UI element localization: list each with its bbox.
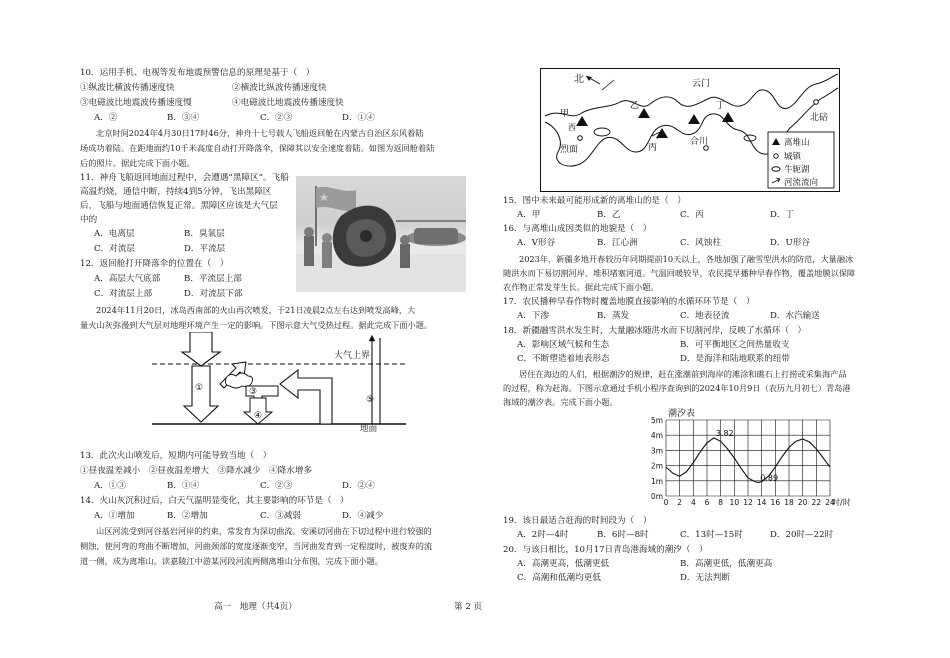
passage-tide-line-2: 的过程，称为赶海。下图示意通过手机小程序查询到的2024年10月9日（农历九月初七）青岛港 — [503, 383, 851, 393]
place-jia: 甲 — [560, 109, 570, 119]
q14-stem: 14．火山灰沉积过后，白天气温明显变化，其主要影响的环节是（ ） — [80, 496, 349, 506]
place-ding: 丁 — [716, 101, 726, 111]
q18-choice-d[interactable]: D．是海洋和陆地联系的纽带 — [680, 354, 791, 364]
q16-stem: 16．与离堆山成因类似的地貌是（ ） — [503, 224, 652, 234]
q19-choice-a[interactable]: A．2时—4时 — [517, 530, 569, 540]
x-tick-label: 2 — [677, 498, 683, 507]
marker-3: ③ — [249, 387, 258, 397]
tide-chart — [640, 406, 864, 512]
x-tick-label: 14 — [756, 498, 767, 507]
x-tick-label: 16 — [770, 498, 781, 507]
passage-xinjiang-line-2: 随洪水而下易切割河岸、堆积堵塞河道。气温回暖较早，农民提早播种早春作物，覆盖地膜以保障 — [503, 268, 856, 278]
marker-5: ⑤ — [366, 395, 375, 405]
q18-choice-b[interactable]: B．可平衡地区之间热量收支 — [680, 340, 790, 350]
q10-item-3: ③电磁波比地震波传播速度慢 — [80, 98, 192, 108]
q10-stem: 10．运用手机、电视等发布地震预警信息的原理是基于（ ） — [80, 68, 315, 78]
map-north-label: 北 — [574, 74, 584, 85]
q15-stem: 15．图中未来最可能形成新的离堆山的是（ ） — [503, 196, 686, 206]
q16-choice-a[interactable]: A．V形谷 — [517, 238, 556, 248]
q14-choice-d[interactable]: D．④减少 — [342, 511, 384, 521]
q20-choice-a[interactable]: A．高潮更高，低潮更低 — [517, 559, 610, 569]
q10-choice-d[interactable]: D．①④ — [342, 113, 375, 123]
q20-choice-c[interactable]: C．高潮和低潮均更低 — [517, 573, 601, 583]
passage-shenzhou-line-3: 后的照片。据此完成下面小题。 — [80, 158, 195, 168]
passage-river-line-3: 道一侧，成为离堆山。读嘉陵江中游某河段河流两侧离堆山分布图，完成下面小题。 — [80, 556, 383, 566]
legend-town: 城镇 — [784, 152, 802, 162]
q11-choice-c[interactable]: C．对流层 — [94, 244, 135, 254]
place-yunmen: 云门 — [692, 79, 711, 89]
chart-x-ticks — [664, 498, 835, 507]
ground-label: 地面 — [360, 424, 378, 434]
place-hechuan: 合川 — [690, 137, 709, 147]
q15-choice-b[interactable]: B．乙 — [597, 210, 621, 220]
x-tick-label: 18 — [784, 498, 794, 507]
y-tick-label: 1m — [650, 476, 663, 486]
chart-title: 潮汐表 — [668, 409, 696, 419]
q11-stem-line-4: 中的 — [80, 215, 98, 225]
x-tick-label: 6 — [704, 498, 710, 507]
x-tick-label: 0 — [663, 498, 669, 507]
q17-choice-a[interactable]: A．下渗 — [517, 311, 549, 321]
q12-stem: 12．返回舱打开降落伞的位置在（ ） — [80, 259, 229, 269]
q11-stem-line-2: 高温灼烧，通信中断，持续4到5分钟，飞出黑障区 — [80, 187, 272, 197]
q19-choice-c[interactable]: C．13时—15时 — [680, 530, 743, 540]
arrow-1 — [184, 366, 218, 422]
x-tick-label: 12 — [743, 498, 753, 507]
y-tick-label: 3m — [650, 446, 663, 456]
q10-item-2: ②横波比纵波传播速度快 — [232, 83, 327, 93]
q17-choice-d[interactable]: D．水汽输送 — [770, 311, 820, 321]
passage-tide-line-3: 海域的潮汐表。完成下面小题。 — [503, 397, 618, 407]
atmosphere-top-label: 大气上界 — [334, 351, 371, 361]
place-xi: 西 — [568, 123, 576, 132]
x-tick-label: 24 — [825, 498, 835, 507]
river-map — [540, 68, 840, 192]
chart-annotations — [716, 429, 778, 483]
q13-choice-d[interactable]: D．②④ — [342, 481, 375, 491]
q10-choice-b[interactable]: B．③④ — [167, 113, 200, 123]
legend-flow: 河流流向 — [784, 178, 819, 188]
marker-4: ④ — [254, 411, 263, 421]
q16-choice-d[interactable]: D．U形谷 — [770, 238, 810, 248]
q18-choice-a[interactable]: A．影响区域气候和生态 — [517, 340, 610, 350]
data-label: 3.82 — [715, 428, 734, 438]
arrow-incoming-solar — [182, 332, 220, 366]
arrow-ground-radiation — [280, 370, 332, 424]
q11-stem-line-1: 11．神舟飞船返回地面过程中，会遭遇“黑障区”。飞船 — [80, 173, 289, 183]
passage-tide-line-1: 居住在海边的人们，根据潮汐的规律，赶在涨潮前到海岸的滩涂和礁石上打捞或采集海产品 — [519, 369, 847, 379]
q10-item-4: ④电磁波比地震波传播速度快 — [232, 98, 344, 108]
x-tick-label: 20 — [797, 498, 808, 507]
q10-choice-c[interactable]: C．②③ — [260, 113, 293, 123]
q11-choice-d[interactable]: D．平流层 — [184, 244, 226, 254]
q15-choice-a[interactable]: A．甲 — [517, 210, 541, 220]
passage-river-line-2: 侧蚀，使河弯的弯曲不断增加，河曲颈部的宽度逐渐变窄，当河曲发育到一定程度时，被废弃的流 — [80, 541, 433, 551]
landing-photo-illustration — [296, 176, 466, 292]
x-tick-label: 4 — [690, 498, 696, 507]
town-beibei-icon — [814, 100, 819, 105]
q20-choice-b[interactable]: B．高潮更低，低潮更高 — [680, 559, 773, 569]
data-label: 0.89 — [760, 473, 779, 483]
y-tick-label: 2m — [650, 461, 663, 471]
q12-choice-c[interactable]: C．对流层上部 — [94, 289, 153, 299]
place-yi: 乙 — [630, 101, 640, 111]
legend-town-icon — [774, 154, 778, 158]
q19-choice-b[interactable]: B．6时—8时 — [597, 530, 649, 540]
q13-stem: 13．此次火山喷发后，短期内可能导致当地（ ） — [80, 451, 272, 461]
q13-items: ①昼夜温差减小 ②昼夜温差增大 ③降水减少 ④降水增多 — [80, 466, 313, 476]
passage-xinjiang-line-1: 2023年，新疆多地开春较历年同期提前10天以上，各地加强了融雪型洪水的防范，大量融冰 — [519, 254, 854, 264]
passage-volcano-line-1: 2024年11月20日，冰岛西南部的火山再次喷发，于21日凌晨2点左右达到喷发高峰，大 — [96, 305, 416, 315]
q15-choice-d[interactable]: D．丁 — [770, 210, 795, 220]
landing-photo — [296, 176, 466, 292]
q17-stem: 17．农民播种早春作物时覆盖地膜直接影响的水循环环节是（ ） — [503, 297, 755, 307]
y-tick-label: 5m — [650, 416, 663, 425]
q10-choice-a[interactable]: A．② — [94, 113, 118, 123]
y-tick-label: 4m — [650, 431, 663, 441]
q13-choice-b[interactable]: B．①④ — [167, 481, 200, 491]
q17-choice-c[interactable]: C．地表径流 — [680, 311, 730, 321]
q16-choice-b[interactable]: B．江心洲 — [597, 238, 638, 248]
q11-choice-b[interactable]: B．臭氧层 — [184, 229, 225, 239]
q14-choice-b[interactable]: B．②增加 — [167, 511, 208, 521]
passage-shenzhou-line-1: 北京时间2024年4月30日17时46分，神舟十七号载人飞船返回舱在内蒙古自治区东风着陆 — [96, 128, 424, 138]
q11-choice-a[interactable]: A．电离层 — [94, 229, 135, 239]
chart-x-label: 时/时 — [832, 498, 851, 507]
q11-stem-line-3: 后，飞船与地面通信恢复正常。黑障区应该是大气层 — [80, 201, 278, 211]
chart-y-ticks — [651, 416, 663, 501]
q19-choice-d[interactable]: D．20时—22时 — [770, 530, 834, 540]
place-beibei: 北碚 — [810, 113, 829, 123]
q13-choice-c[interactable]: C．②③ — [260, 481, 293, 491]
passage-xinjiang-line-3: 农作物正常发芽生长。据此完成下面小题。 — [503, 282, 659, 292]
legend-hill: 离堆山 — [784, 138, 810, 148]
q20-choice-d[interactable]: D．无法判断 — [680, 573, 730, 583]
q18-choice-c[interactable]: C．不断塑造着地表形态 — [517, 354, 610, 364]
y-tick-label: 0m — [650, 492, 663, 501]
footer-left: 高一 地理（共4页） — [214, 602, 297, 612]
q13-choice-a[interactable]: A．①③ — [94, 481, 126, 491]
marker-1: ① — [195, 383, 204, 393]
chart-grid — [666, 420, 830, 496]
q15-choice-c[interactable]: C．丙 — [680, 210, 704, 220]
passage-shenzhou-line-2: 场成功着陆。在距地面约10千米高度自动打开降落伞，保障其以安全速度着陆。如图为返回舱着陆 — [80, 143, 435, 153]
q18-stem: 18．新疆融雪洪水发生时，大量融冰随洪水而下切割河岸，反映了水循环（ ） — [503, 326, 807, 336]
q14-choice-a[interactable]: A．①增加 — [94, 511, 135, 521]
q10-item-1: ①纵波比横波传播速度快 — [80, 83, 175, 93]
q16-choice-c[interactable]: C．风蚀柱 — [680, 238, 721, 248]
q14-choice-c[interactable]: C．③减弱 — [260, 511, 301, 521]
x-tick-label: 22 — [811, 498, 822, 507]
q12-choice-d[interactable]: D．对流层下部 — [184, 289, 243, 299]
q12-choice-a[interactable]: A．高层大气底部 — [94, 274, 161, 284]
passage-river-line-1: 山区河流受到河谷基岩河岸的约束，常发育为深切曲流。安溪切河曲在下切过程中进行较强的 — [96, 526, 432, 536]
place-liemian: 烈面 — [560, 145, 579, 155]
q17-choice-b[interactable]: B．蒸发 — [597, 311, 630, 321]
q19-stem: 19．该日最适合赶海的时间段为（ ） — [503, 516, 652, 526]
q20-stem: 20．与该日相比，10月17日青岛港海域的潮汐（ ） — [503, 545, 708, 555]
place-bing: 丙 — [648, 143, 658, 153]
town-ximian-icon — [578, 136, 583, 141]
passage-volcano-line-2: 量火山灰弥漫到大气层对地理环境产生一定的影响。下图示意大气受热过程。据此完成下面小题。 — [80, 320, 433, 330]
x-tick-label: 8 — [718, 498, 724, 507]
footer-right: 第 2 页 — [454, 602, 483, 612]
legend-oxbow: 牛轭湖 — [784, 165, 810, 175]
q12-choice-b[interactable]: B．平流层上部 — [184, 274, 242, 284]
x-tick-label: 10 — [729, 498, 740, 507]
